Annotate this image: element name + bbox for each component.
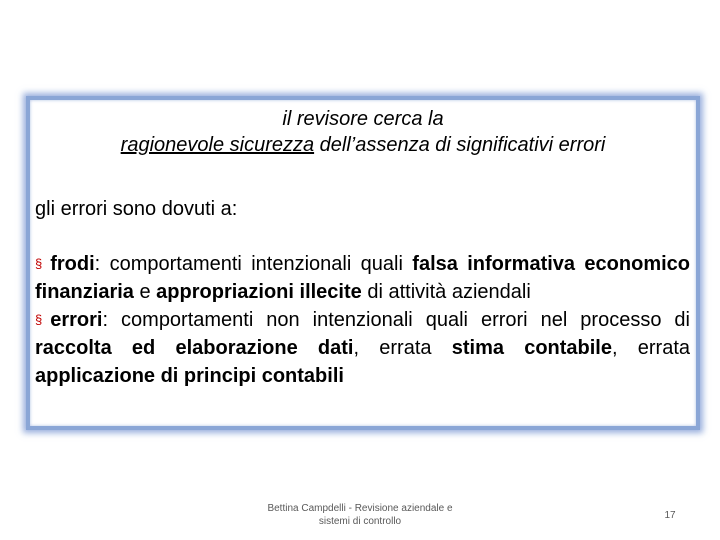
bullet-list [35, 250, 690, 390]
page-number: 17 [664, 510, 676, 521]
bullet-emphasis: appropriazioni illecite [156, 281, 362, 303]
bullet-item-frodi [35, 250, 690, 306]
content-box [26, 96, 700, 430]
bullet-emphasis: stima contabile [451, 337, 612, 359]
bullet-emphasis: raccolta ed elaborazione dati [35, 337, 354, 359]
bullet-icon: § [35, 312, 43, 327]
heading-line-2 [30, 132, 696, 158]
bullet-emphasis: falsa informativa economico finanziaria [35, 253, 690, 303]
bullet-text: : comportamenti non intenzionali quali errori nel processo di [102, 309, 690, 331]
bullet-text: e [133, 281, 157, 303]
bullet-emphasis: applicazione di principi contabili [35, 365, 344, 387]
bullet-text: , errata [353, 337, 452, 359]
intro-text: gli errori sono dovuti a: [35, 198, 238, 220]
footer-line-1: Bettina Campdelli - Revisione aziendale e [267, 503, 453, 514]
heading-rest: dell’assenza di significativi errori [314, 134, 606, 156]
slide-heading [30, 106, 696, 158]
bullet-icon: § [35, 256, 43, 271]
slide-footer [250, 502, 470, 528]
heading-underlined-phrase: ragionevole sicurezza [120, 134, 315, 156]
bullet-text: , errata [611, 337, 690, 359]
bullet-term: errori [50, 309, 103, 331]
bullet-term: frodi [50, 253, 95, 275]
heading-line-1: il revisore cerca la [282, 108, 444, 130]
bullet-item-errori [35, 306, 690, 390]
bullet-text: di attività aziendali [361, 281, 531, 303]
bullet-text: : comportamenti intenzionali quali [94, 253, 413, 275]
footer-line-2: sistemi di controllo [318, 516, 402, 527]
